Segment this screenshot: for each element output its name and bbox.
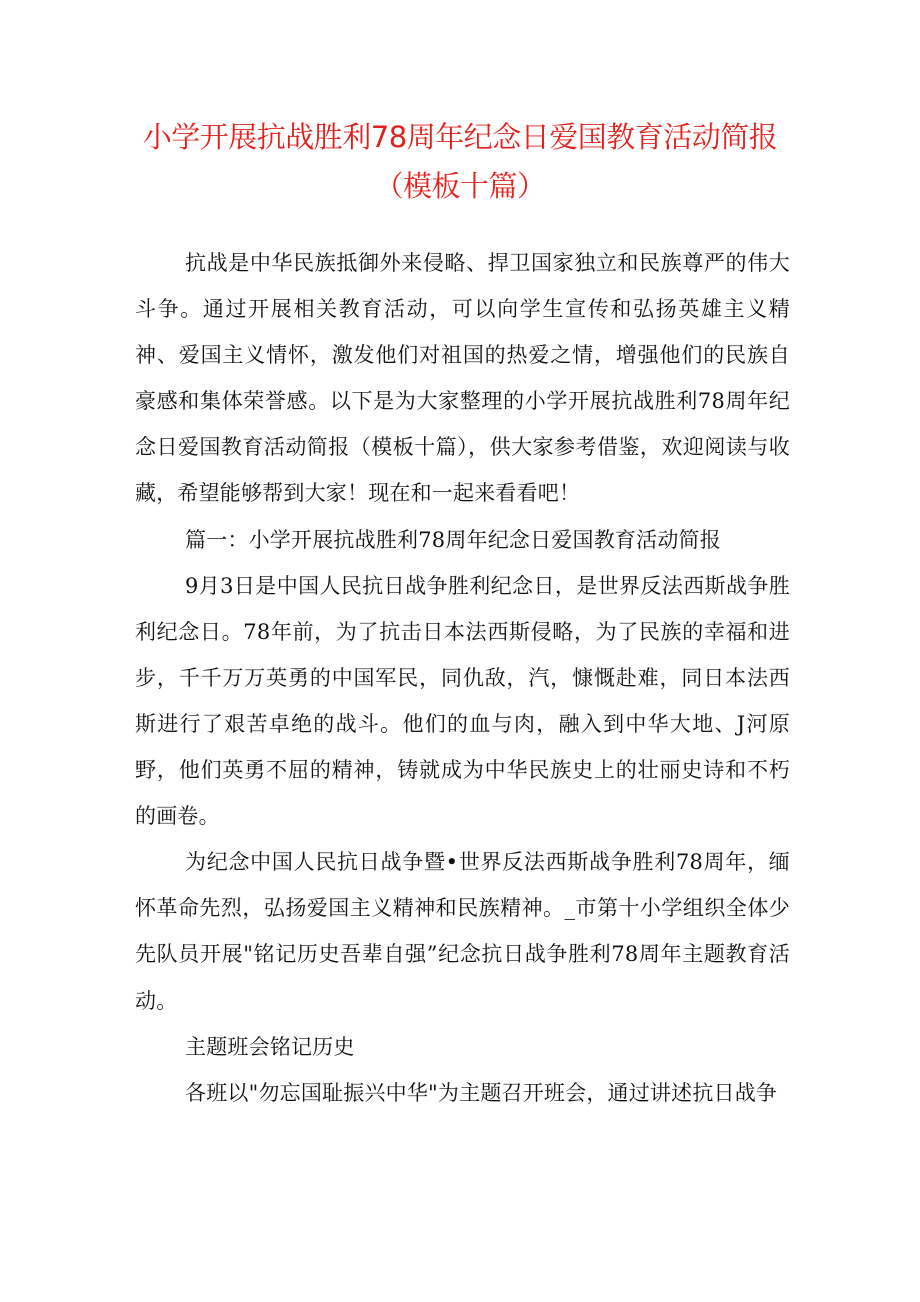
paragraph-school-activity: 为纪念中国人民抗日战争暨•世界反法西斯战争胜利78周年，缅怀革命先烈，弘扬爱国主义精神和民族精神。_市第十小学组织全体少先队员开展"铭记历史吾辈自强”纪念抗日战争胜利78周年主题教育活动。 bbox=[135, 850, 790, 1013]
document-title-subtitle: （模板十篇） bbox=[374, 169, 546, 203]
document-body bbox=[135, 240, 790, 1116]
document-title: 小学开展抗战胜利78周年纪念日爱国教育活动简报 bbox=[142, 120, 778, 154]
section-heading-chapter-one: 篇一：小学开展抗战胜利78周年纪念日爱国教育活动简报 bbox=[185, 527, 721, 552]
paragraph-commemoration-day: 9月3日是中国人民抗日战争胜利纪念日，是世界反法西斯战争胜利纪念日。78年前，为了抗击日本法西斯侵略，为了民族的幸福和进步，千千万万英勇的中国军民，同仇敌，汽，慷慨赴难，同日本法西斯进行了艰苦卓绝的战斗。他们的血与肉，融入到中华大地、J河原野，他们英勇不屈的精神，铸就成为中华民族史上的壮丽史诗和不朽的画卷。 bbox=[135, 573, 790, 829]
section-heading-class-meeting: 主题班会铭记历史 bbox=[185, 1034, 355, 1059]
paragraph-class-meeting: 各班以"勿忘国耻振兴中华"为主题召开班会，通过讲述抗日战争 bbox=[185, 1080, 778, 1105]
intro-paragraph: 抗战是中华民族抵御外来侵略、捍卫国家独立和民族尊严的伟大斗争。通过开展相关教育活动，可以向学生宣传和弘扬英雄主义精神、爱国主义情怀，激发他们对祖国的热爱之情，增强他们的民族自豪感和集体荣誉感。以下是为大家整理的小学开展抗战胜利78周年纪念日爱国教育活动简报（模板十篇），供大家参考借鉴，欢迎阅读与收藏，希望能够帮到大家！现在和一起来看看吧！ bbox=[135, 251, 790, 506]
